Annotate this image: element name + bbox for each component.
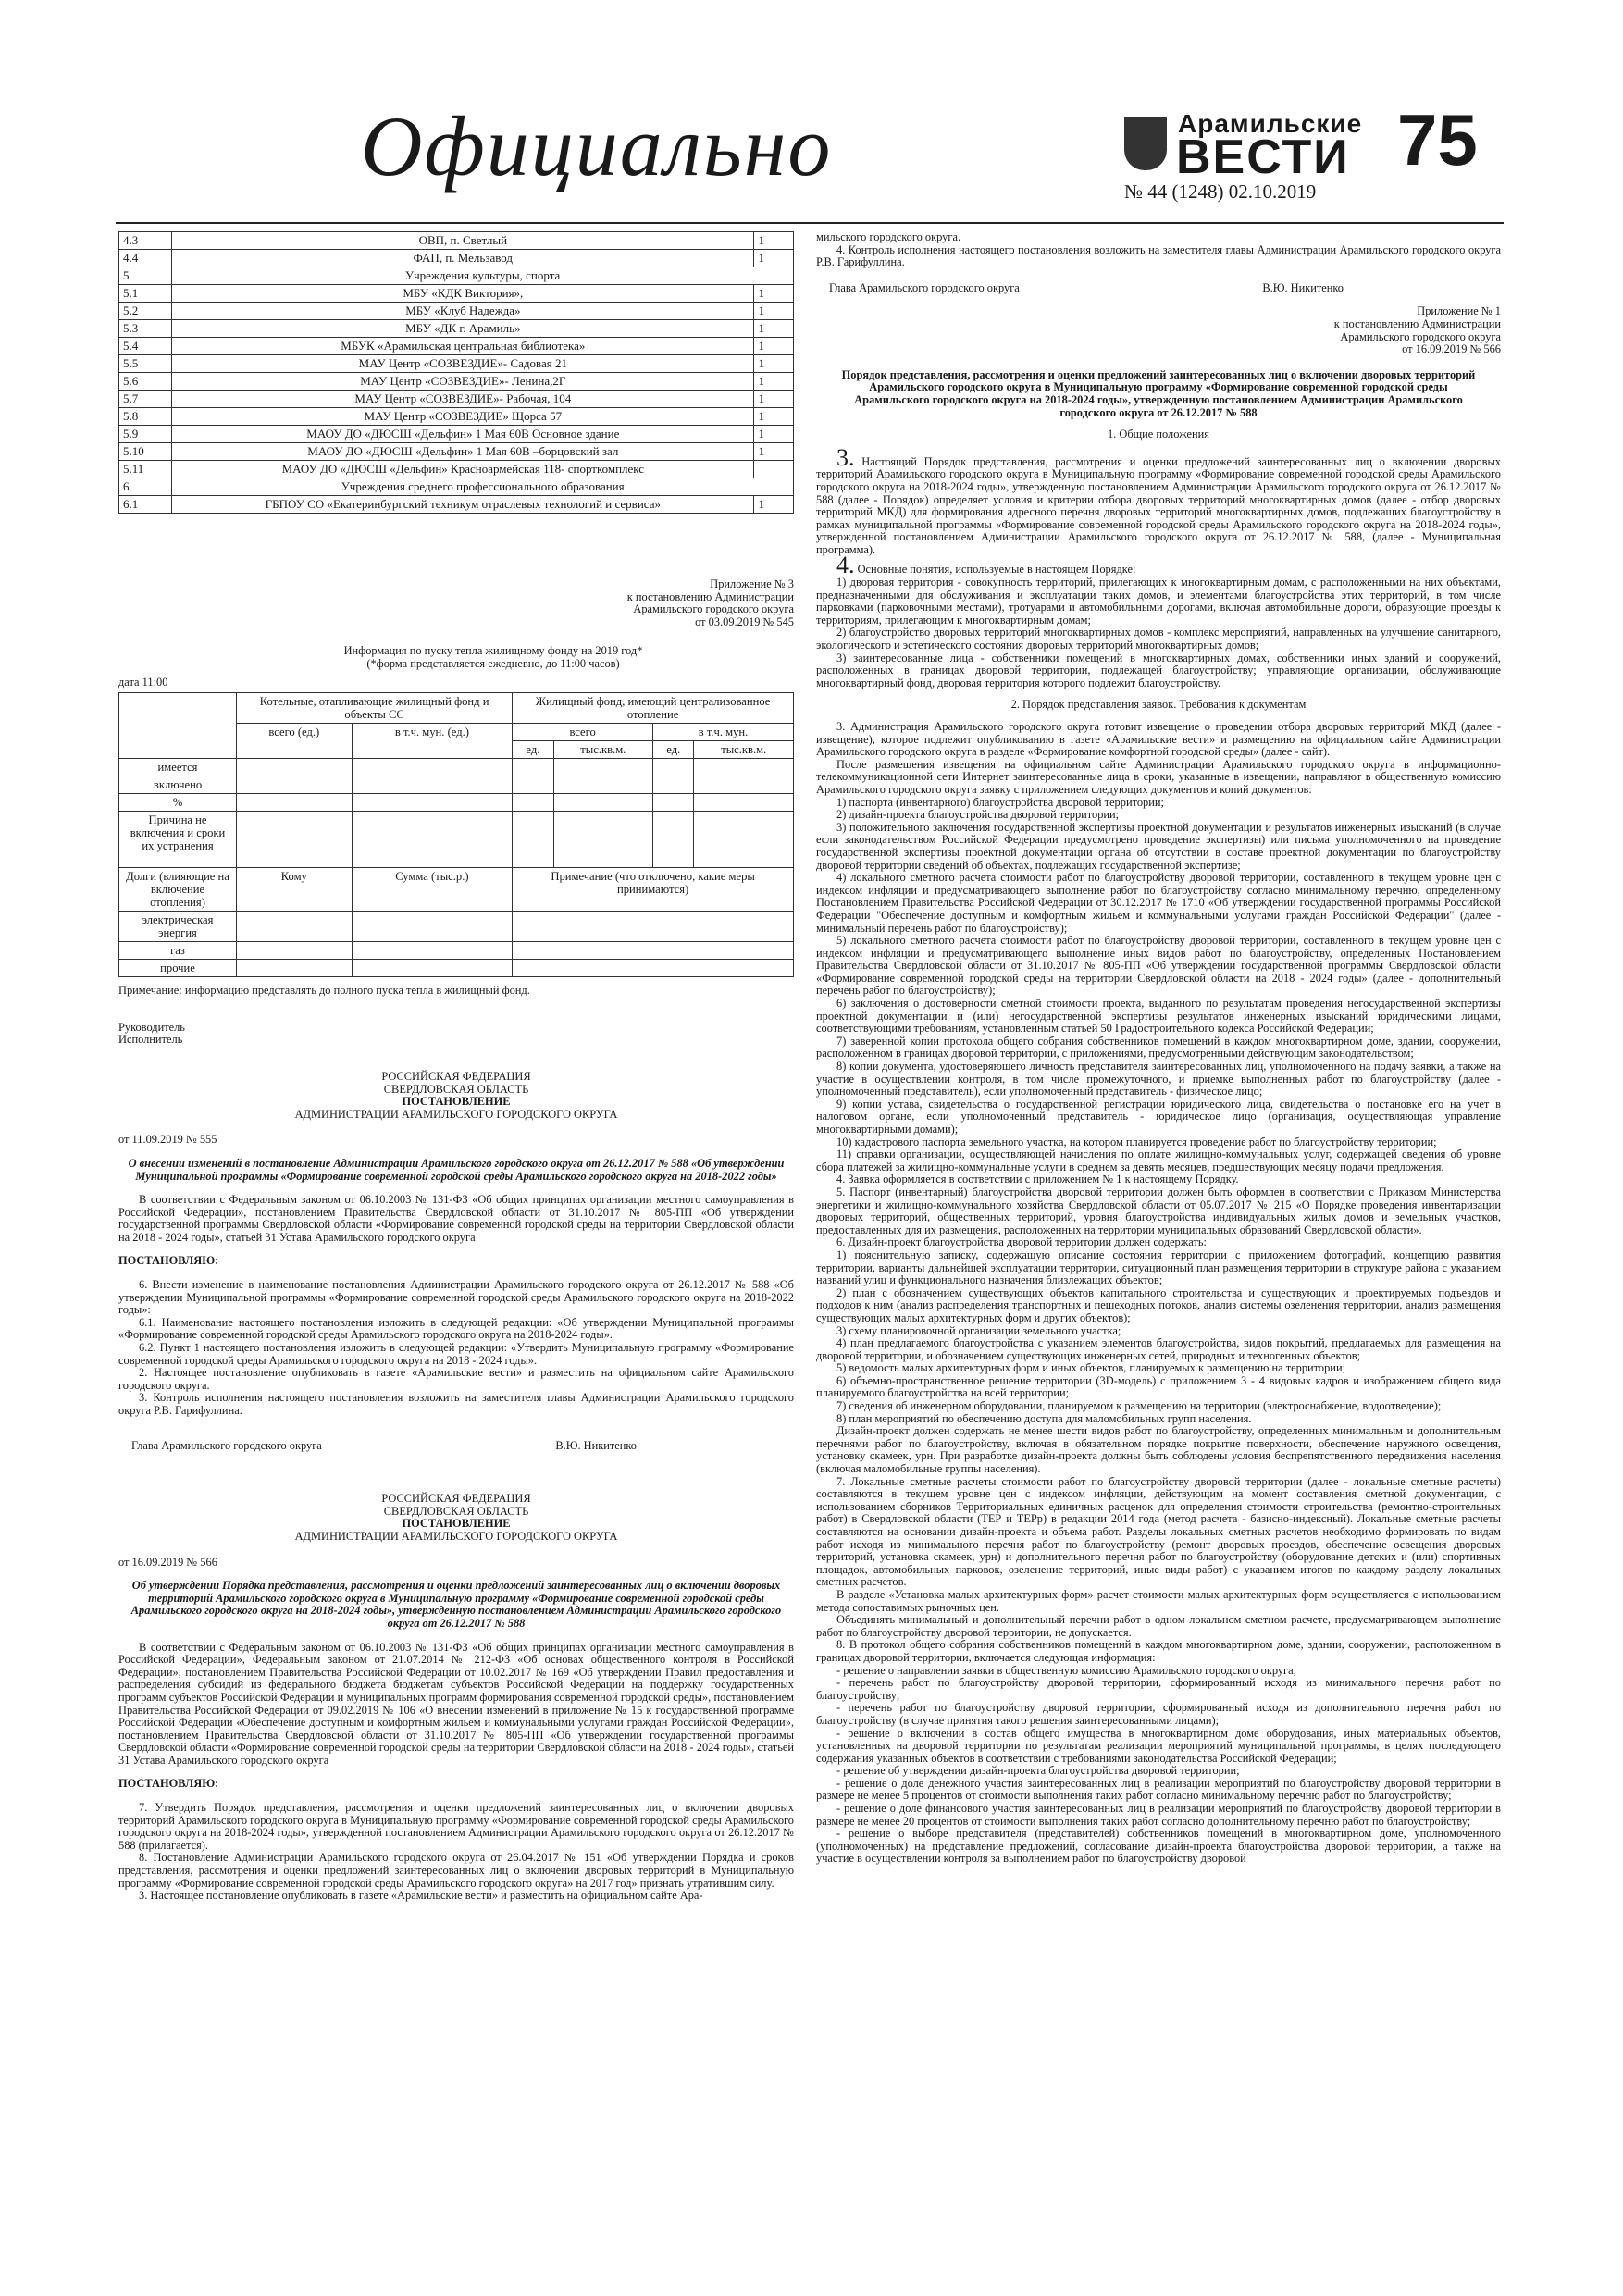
- header-line: СВЕРДЛОВСКАЯ ОБЛАСТЬ: [383, 1082, 529, 1096]
- logo-main-text: ВЕСТИ: [1176, 130, 1350, 184]
- section-title: Официально: [361, 99, 833, 193]
- signature-name: В.Ю. Никитенко: [1262, 280, 1344, 294]
- decree-item: 6.1. Наименование настоящего постановления изложить в следующей редакции: «Об утверждении Муниципальной программы «Формирование современной городской среды Арамильского городского округа на 2018-2024 годы».: [118, 1315, 794, 1342]
- row-number: 5.10: [119, 443, 172, 461]
- institution-count: [754, 461, 794, 478]
- row-number: 6.1: [119, 496, 172, 514]
- institution-count: 1: [754, 496, 794, 514]
- signature-head: Руководитель: [118, 1020, 185, 1034]
- appendix-1-block: [816, 305, 1501, 355]
- decree-item: 2. Настоящее постановление опубликовать в газете «Арамильские вести» и разместить на официальном сайте Арамильского городского округа.: [118, 1366, 794, 1392]
- header-line: ПОСТАНОВЛЕНИЕ: [402, 1517, 511, 1531]
- institution-count: 1: [754, 355, 794, 373]
- order-paragraph: 2) план с обозначением существующих объектов капитального строительства и существующих и проектируемых подъездов и подходов к ним (анализ распределения транспортных и пешеходных потоков, анализ системы озеленения территории, анализ размещения существующих малых архитектурных форм и других объектов);: [816, 1285, 1501, 1324]
- row-number: 5.2: [119, 303, 172, 320]
- order-paragraph: 5) ведомость малых архитектурных форм и иных объектов, планируемых к размещению на территории;: [836, 1361, 1346, 1375]
- order-paragraph: 6. Дизайн-проект благоустройства дворовой территории должен содержать:: [836, 1235, 1207, 1249]
- definition-item: 3) заинтересованные лица - собственники помещений в многоквартирных домах, собственники иных зданий и сооружений, расположенных в границах дворовой территории, подлежащей благоустройству; управляющие организации, обслуживающие многоквартирный фонд, дворовая территория которого подлежит благоустройству.: [816, 651, 1501, 689]
- definition-item: 1) дворовая территория - совокупность территорий, прилегающих к многоквартирным домам, с расположенными на них объектами, предназначенными для обслуживания и эксплуатации таких домов, и элементами благоустройства этих территорий, в том числе парковками (парковочными местами), тротуарами и автомобильными дорогами, включая автомобильные дороги, образующие проезды к территориям, прилегающим к многоквартирным домам;: [816, 576, 1501, 627]
- order-paragraph: В разделе «Установка малых архитектурных форм» расчет стоимости малых архитектурных форм осуществляется с использованием метода сопоставимых рыночных цен.: [816, 1587, 1501, 1614]
- order-paragraph: 8) план мероприятий по обеспечению доступа для маломобильных групп населения.: [836, 1411, 1252, 1425]
- order-paragraph: 1) пояснительную записку, содержащую описание состояния территории с приложением фотографий, концепцию развития территории, варианты дальнейшей эксплуатации территории, ситуационный план размещения территории в структуре района с указанием названий улиц и функционального назначения близлежащих объектов;: [816, 1247, 1501, 1287]
- table-row: [119, 478, 794, 496]
- institution-count: 1: [754, 320, 794, 338]
- continued-text: 4. Контроль исполнения настоящего постановления возложить на заместителя главы Администрации Арамильского городского округа Р.В. Гарифуллина.: [816, 242, 1501, 269]
- order-paragraph: - решение об утверждении дизайн-проекта благоустройства дворовой территории;: [836, 1764, 1240, 1778]
- appendix-line: Приложение № 3: [710, 577, 794, 590]
- decree-title: Об утверждении Порядка представления, рассмотрения и оценки предложений заинтересованных лиц о включении дворовых территорий Арамильского городского округа в Муниципальную программу «Формирование современной городской среды Арамильского городского округа на 2018-2024 годы», утвержденную постановлением Администрации Арамильского городского округа от 26.12.2017 № 588: [130, 1579, 782, 1630]
- decree-item: 8. Постановление Администрации Арамильского городского округа от 26.04.2017 № 151 «Об утверждении Порядка и сроков представления, рассмотрения и оценки предложений заинтересованных лиц о включении дворовых территорий в Муниципальную программу «Формирование современной городской среды Арамильского городского округа» на 2017 год» признать утратившим силу.: [118, 1851, 794, 1890]
- appendix-line: к постановлению Администрации: [626, 590, 794, 603]
- left-column: [118, 231, 794, 1903]
- decree-resolve: ПОСТАНОВЛЯЮ:: [118, 1254, 219, 1268]
- info-subtitle: (*форма представляется ежедневно, до 11:00 часов): [366, 656, 620, 670]
- institution-count: 1: [754, 250, 794, 267]
- row-label: включено: [119, 776, 237, 794]
- signature-row: [118, 1440, 794, 1453]
- institution-count: 1: [754, 285, 794, 303]
- institution-count: 1: [754, 426, 794, 443]
- appendix-line: от 03.09.2019 № 545: [695, 614, 794, 628]
- decree-item: 3. Контроль исполнения настоящего постановления возложить на заместителя главы Администрации Арамильского городского округа Р.В. Гарифуллина.: [118, 1391, 794, 1417]
- institution-name: МАУ Центр «СОЗВЕЗДИЕ»- Ленина,2Г: [172, 373, 754, 391]
- issue-info: № 44 (1248) 02.10.2019: [1124, 180, 1317, 203]
- table-row: [119, 320, 794, 338]
- appendix-line: Арамильского городского округа: [633, 602, 794, 616]
- header-line: РОССИЙСКАЯ ФЕДЕРАЦИЯ: [381, 1069, 531, 1083]
- coat-of-arms-icon: [1124, 117, 1167, 170]
- institution-name: МБУК «Арамильская центральная библиотека»: [172, 338, 754, 355]
- row-number: 5.8: [119, 408, 172, 426]
- order-paragraph: 6) объемно-пространственное решение территории (3D-модель) с приложением 3 - 4 видовых кадров и изображением общего вида планируемого благоустройства на всей территории;: [816, 1373, 1501, 1400]
- header-line: ПОСТАНОВЛЕНИЕ: [402, 1095, 511, 1109]
- row-label: прочие: [119, 960, 237, 977]
- info-title: Информация по пуску тепла жилищному фонду на 2019 год*: [343, 644, 643, 658]
- institution-count: 1: [754, 408, 794, 426]
- institution-name: МАУ Центр «СОЗВЕЗДИЕ» Щорса 57: [172, 408, 754, 426]
- institution-name: ФАП, п. Мельзавод: [172, 250, 754, 267]
- signature-title: Глава Арамильского городского округа: [131, 1438, 322, 1452]
- appendix-line: от 16.09.2019 № 566: [1402, 342, 1501, 356]
- group-heading: Учреждения среднего профессионального образования: [172, 478, 794, 496]
- order-paragraph: - решение о выборе представителя (представителей) собственников помещений в многоквартирном доме, уполномоченного (уполномоченных) на представление предложений, согласование дизайн-проекта благоустройства дворовой территории, а также на участие в осуществлении контроля за выполнением работ по благоустройству дворовой: [816, 1827, 1501, 1866]
- row-label: Долги (влияющие на включение отопления): [119, 868, 237, 912]
- col-ed: ед.: [513, 741, 553, 759]
- row-number: 5.7: [119, 391, 172, 408]
- row-label: Причина не включения и сроки их устранения: [119, 812, 237, 868]
- institution-name: МБУ «ДК г. Арамиль»: [172, 320, 754, 338]
- decree-555-header: [118, 1071, 794, 1121]
- newspaper-logo: [1124, 109, 1363, 184]
- col-mun: в т.ч. мун.: [653, 724, 794, 741]
- order-paragraph: 3. Администрация Арамильского городского округа готовит извещение о проведении отбора дворовых территорий МКД (далее - извещение), которое подлежит опубликованию в газете «Арамильские вести» и размещению на официальном сайте Администрации Арамильского городского округа в разделе «Формирование комфортной городской среды» (далее - сайт).: [816, 720, 1501, 759]
- header-line: АДМИНИСТРАЦИИ АРАМИЛЬСКОГО ГОРОДСКОГО ОКРУГА: [294, 1107, 618, 1121]
- institution-name: МАОУ ДО «ДЮСШ «Дельфин» Красноармейская 118- спорткомплекс: [172, 461, 754, 478]
- debt-sum: Сумма (тыс.р.): [352, 868, 513, 912]
- paragraph-text: Основные понятия, используемые в настоящем Порядке:: [857, 563, 1136, 577]
- order-paragraph: 11) справки организации, осуществляющей начисления по оплате жилищно-коммунальных услуг, содержащей сведения об уровне сбора платежей за жилищно-коммунальные услуги в среднем за девять месяцев, предшествующих месяцу подачи предложения.: [816, 1148, 1501, 1173]
- row-label: газ: [119, 942, 237, 960]
- row-number: 6: [119, 478, 172, 496]
- table-row: [119, 408, 794, 426]
- institution-name: МБУ «КДК Виктория»,: [172, 285, 754, 303]
- col-total: всего: [513, 724, 653, 741]
- table-row: [119, 496, 794, 514]
- row-number: 4.4: [119, 250, 172, 267]
- order-paragraph: После размещения извещения на официальном сайте Администрации Арамильского городского округа в информационно-телекоммуникационной сети Интернет заинтересованные лица в сроки, указанные в извещении, направляют в общественную комиссию Арамильского городского округа заявку с приложением следующих документов и копий документов:: [816, 757, 1501, 796]
- row-number: 5.3: [119, 320, 172, 338]
- continued-text: мильского городского округа.: [816, 230, 961, 243]
- order-paragraph: 5) локального сметного расчета стоимости работ по благоустройству дворовой территории, составленного в текущем уровне цен с индексом инфляции и предусматривающего выполнение иных видов работ по благоустройству, определенных Постановлением Правительства Свердловской области от 31.10.2017 № 805-ПП «Об утверждении государственной программы Свердловской области «Формирование современной городской среды на территории Свердловской области на 2018 - 2024 годы» (далее - дополнительный перечень работ по благоустройству);: [816, 934, 1501, 998]
- col-sqm: тыс.кв.м.: [694, 741, 794, 759]
- header-rule: [116, 222, 1504, 224]
- institution-count: 1: [754, 303, 794, 320]
- corner-cell: [119, 693, 237, 759]
- date-label: дата 11:00: [118, 675, 168, 689]
- section-heading: 2. Порядок представления заявок. Требования к документам: [1010, 698, 1307, 712]
- institution-count: 1: [754, 232, 794, 250]
- order-paragraph: 10) кадастрового паспорта земельного участка, на котором планируется проведение работ по благоустройству территории;: [836, 1135, 1437, 1148]
- col-total-units: всего (ед.): [237, 724, 353, 759]
- order-paragraph: 7) сведения об инженерном оборудовании, планируемом к размещению на территории (электроснабжение, водоотведение);: [836, 1399, 1442, 1413]
- order-paragraph: - перечень работ по благоустройству дворовой территории, сформированный исходя из минимального перечня работ по благоустройству;: [816, 1676, 1501, 1702]
- appendix-line: к постановлению Администрации: [1333, 316, 1501, 330]
- order-paragraph: - перечень работ по благоустройству дворовой территории, сформированный исходя из дополнительного перечня работ по благоустройству (в случае принятия такого решения заинтересованными лицами);: [816, 1701, 1501, 1727]
- col-mun-units: в т.ч. мун. (ед.): [352, 724, 513, 759]
- row-number: 5.11: [119, 461, 172, 478]
- order-paragraph: - решение о доле финансового участия заинтересованных лиц в реализации мероприятий по благоустройству дворовой территории в размере не менее 20 процентов от стоимости выполнения таких работ согласно дополнительному перечню работ по благоустройству;: [816, 1802, 1501, 1828]
- table-row: [119, 232, 794, 250]
- order-paragraph: 4) локального сметного расчета стоимости работ по благоустройству дворовой территории, составленного в текущем уровне цен с индексом инфляции и предусматривающего выполнение работ по благоустройству согласно минимальному перечню, определенному Постановлением Правительства Российской Федерации от 30.12.2017 № 1710 «Об утверждении государственной программы Российской Федерации "Обеспечение доступным и комфортным жильем и коммунальными услугами граждан Российской Федерации" (далее - минимальный перечень работ по благоустройству);: [816, 871, 1501, 935]
- signature-row: [816, 282, 1501, 295]
- paragraph-number: 3.: [836, 443, 855, 471]
- header-line: РОССИЙСКАЯ ФЕДЕРАЦИЯ: [381, 1492, 531, 1506]
- institution-name: МАОУ ДО «ДЮСШ «Дельфин» 1 Мая 60В Основное здание: [172, 426, 754, 443]
- order-paragraph: 9) копии устава, свидетельства о государственной регистрации юридического лица, свидетельства о постановке его на учет в налоговом органе, если уполномоченный представитель - юридическое лицо (организация, осуществляющая управление многоквартирными домами);: [816, 1097, 1501, 1136]
- order-paragraph: Объединять минимальный и дополнительный перечни работ в одном локальном сметном расчете, предусматривающем выполнение работ по благоустройству дворовой территории, не допускается.: [816, 1613, 1501, 1639]
- debt-whom: Кому: [237, 868, 353, 912]
- table-row: [119, 426, 794, 443]
- appendix-line: Приложение № 1: [1417, 304, 1501, 318]
- table-row: [119, 338, 794, 355]
- col-sqm: тыс.кв.м.: [553, 741, 652, 759]
- institution-count: 1: [754, 338, 794, 355]
- appendix-3-block: [118, 578, 794, 628]
- row-number: 5.5: [119, 355, 172, 373]
- right-column: [816, 231, 1501, 1866]
- paragraph-text: Настоящий Порядок представления, рассмотрения и оценки предложений заинтересованных лиц о включении дворовых территорий Арамильского городского округа в Муниципальную программу «Формирование современной городской среды Арамильского городского округа на 2018-2024 годы», утвержденную постановлением Администрации Арамильского городского округа от 26.12.2017 № 588 (далее - Порядок) определяет условия и критерии отбора дворовых территорий многоквартирных домов (далее - отбор дворовых территорий МКД) для формирования адресного перечня дворовых территорий многоквартирных домов, подлежащих благоустройству в рамках муниципальной программы «Формирование современной городской среды Арамильского городского округа на 2018-2024 годы», утвержденной постановлением Администрации Арамильского городского округа от 26.12.2017 № 588, (далее - Муниципальная программа).: [816, 454, 1501, 556]
- table-row: [119, 303, 794, 320]
- decree-date: от 11.09.2019 № 555: [118, 1133, 217, 1147]
- group-heading: Учреждения культуры, спорта: [172, 267, 794, 285]
- signature-name: В.Ю. Никитенко: [555, 1438, 637, 1452]
- header-line: СВЕРДЛОВСКАЯ ОБЛАСТЬ: [383, 1504, 529, 1518]
- order-paragraphs: [816, 721, 1501, 1866]
- row-number: 4.3: [119, 232, 172, 250]
- table-row: [119, 267, 794, 285]
- decree-item: 3. Настоящее постановление опубликовать в газете «Арамильские вести» и разместить на официальном сайте Ара-: [139, 1889, 703, 1903]
- order-paragraph: 5. Паспорт (инвентарный) благоустройства дворовой территории должен быть оформлен в соответствии с Приказом Министерства энергетики и жилищно-коммунального хозяйства Свердловской области от 05.07.2017 № 215 «О Порядке проведения инвентаризации дворовых территорий, общественных территорий, уровня благоустройства индивидуальных жилых домов и земельных участков, предоставленных для их размещения, расположенных на территории муниципальных образований Свердловской области».: [816, 1185, 1501, 1236]
- institution-name: ОВП, п. Светлый: [172, 232, 754, 250]
- row-label: %: [119, 794, 237, 812]
- table-row: [119, 373, 794, 391]
- decree-item: 7. Утвердить Порядок представления, рассмотрения и оценки предложений заинтересованных лиц о включении дворовых территорий Арамильского городского округа в Муниципальную программу «Формирование современной городской среды Арамильского городского округа на 2018-2024 годы», утвержденной постановлением Администрации Арамильского городского округа от 26.12.2017 № 588 (прилагается).: [118, 1801, 794, 1852]
- page-number: 75: [1397, 99, 1478, 180]
- signature-executor: Исполнитель: [118, 1033, 183, 1047]
- col-boilers: Котельные, отапливающие жилищный фонд и объекты СС: [237, 693, 513, 724]
- row-number: 5: [119, 267, 172, 285]
- order-paragraph: 8. В протокол общего собрания собственников помещений в каждом многоквартирном доме, здании, сооружении, расположенном в границах дворовой территории, включается следующая информация:: [816, 1638, 1501, 1664]
- table-row: [119, 250, 794, 267]
- order-paragraph: 7) заверенной копии протокола общего собрания собственников помещений в каждом многоквартирном доме, здании, сооружении, расположенном в границах дворовой территории, с приложениями, предусмотренными действующим законодательством;: [816, 1034, 1501, 1061]
- row-number: 5.9: [119, 426, 172, 443]
- institution-count: 1: [754, 391, 794, 408]
- institution-count: 1: [754, 443, 794, 461]
- row-number: 5.6: [119, 373, 172, 391]
- order-paragraph: 1) паспорта (инвентарного) благоустройства дворовой территории;: [836, 795, 1164, 809]
- decree-item: 6. Внести изменение в наименование постановления Администрации Арамильского городского округа от 26.12.2017 № 588 «Об утверждении Муниципальной программы «Формирование современной городской среды Арамильского городского округа на 2018-2022 годы»:: [118, 1278, 794, 1317]
- definition-item: 2) благоустройство дворовых территорий многоквартирных домов - комплекс мероприятий, направленных на улучшение санитарного, экологического и эстетического состояния дворовых территорий многоквартирных домов;: [816, 626, 1501, 652]
- col-housing: Жилищный фонд, имеющий централизованное отопление: [513, 693, 794, 724]
- order-paragraph: 2) дизайн-проекта благоустройства дворовой территории;: [836, 808, 1120, 822]
- order-paragraph: 3) схему планировочной организации земельного участка;: [836, 1323, 1121, 1337]
- table-row: [119, 443, 794, 461]
- col-ed: ед.: [653, 741, 694, 759]
- order-paragraph: - решение о доле денежного участия заинтересованных лиц в реализации мероприятий по благоустройству дворовой территории в размере не менее 5 процентов от стоимости выполнения таких работ согласно минимальному перечню работ по благоустройству;: [816, 1776, 1501, 1803]
- order-paragraph: 4. Заявка оформляется в соответствии с приложением № 1 к настоящему Порядку.: [836, 1173, 1239, 1186]
- header-line: АДМИНИСТРАЦИИ АРАМИЛЬСКОГО ГОРОДСКОГО ОКРУГА: [294, 1529, 618, 1543]
- institution-count: 1: [754, 373, 794, 391]
- table-row: [119, 355, 794, 373]
- institution-name: МАУ Центр «СОЗВЕЗДИЕ»- Садовая 21: [172, 355, 754, 373]
- institution-name: МАОУ ДО «ДЮСШ «Дельфин» 1 Мая 60В –борцовский зал: [172, 443, 754, 461]
- order-paragraph: - решение о включении в состав общего имущества в многоквартирном доме оборудования, иных материальных объектов, установленных на дворовой территории по результатам реализации мероприятий муниципальной программы, в целях последующего содержания указанных объектов в соответствии с требованиями законодательства Российской Федерации;: [816, 1726, 1501, 1765]
- decree-date: от 16.09.2019 № 566: [118, 1555, 217, 1569]
- institution-name: МАУ Центр «СОЗВЕЗДИЕ»- Рабочая, 104: [172, 391, 754, 408]
- order-paragraph: - решение о направлении заявки в общественную комиссию Арамильского городского округа;: [836, 1663, 1297, 1677]
- row-label: имеется: [119, 759, 237, 776]
- logo-top-text: Арамильские: [1178, 109, 1363, 138]
- section-heading: 1. Общие положения: [1107, 428, 1209, 441]
- table-note: Примечание: информацию представлять до полного пуска тепла в жилищный фонд.: [118, 984, 530, 998]
- order-paragraph: 8) копии документа, удостоверяющего личность представителя заинтересованных лиц, уполномоченного на подачу заявки, а также на участие в осуществлении контроля, в том числе промежуточного, и приемке выполненных работ по благоустройству (далее - уполномоченный представитель), если уполномоченный представитель - физическое лицо;: [816, 1060, 1501, 1098]
- order-paragraph: 4) план предлагаемого благоустройства с указанием элементов благоустройства, видов покрытий, предлагаемых для размещения на дворовой территории, и обозначением существующих инженерных сетей, природных и техногенных объектов;: [816, 1336, 1501, 1362]
- order-title: Порядок представления, рассмотрения и оценки предложений заинтересованных лиц о включении дворовых территорий Арамильского городского округа в Муниципальную программу «Формирование современной городской среды Арамильского городского округа на 2018-2024 годы», утвержденную постановлением Администрации Арамильского городского округа от 26.12.2017 № 588: [841, 367, 1476, 419]
- table-row: [119, 285, 794, 303]
- decree-preamble: В соответствии с Федеральным законом от 06.10.2003 № 131-ФЗ «Об общих принципах организации местного самоуправления в Российской Федерации», Федеральным законом от 21.07.2014 № 212-ФЗ «Об основах общественного контроля в Российской Федерации», постановлением Правительства Российской Федерации от 10.02.2017 № 169 «Об утверждении Правил предоставления и распределения субсидий из федерального бюджета бюджетам субъектов Российской Федерации на поддержку государственных программ субъектов Российской Федерации и муниципальных программ формирования современной городской среды», постановлением Правительства Российской Федерации от 09.02.2019 № 106 «О внесении изменений в приложение № 15 к государственной программе Российской Федерации «Обеспечение доступным и комфортным жильем и коммунальными услугами граждан Российской Федерации», постановлением Правительства Свердловской области от 31.10.2017 № 805-ПП «Об утверждении государственной программы Свердловской области «Формирование современной городской среды на территории Свердловской области на 2018 - 2024 годы», статьей 31 Устава Арамильского городского округа: [118, 1640, 794, 1767]
- row-number: 5.4: [119, 338, 172, 355]
- decree-566-header: [118, 1493, 794, 1543]
- row-number: 5.1: [119, 285, 172, 303]
- signature-title: Глава Арамильского городского округа: [829, 280, 1020, 294]
- debt-note: Примечание (что отключено, какие меры принимаются): [513, 868, 794, 912]
- heating-table: [118, 692, 794, 977]
- decree-item: 6.2. Пункт 1 настоящего постановления изложить в следующей редакции: «Утвердить Муниципальную программу «Формирование современной городской среды Арамильского городского округа на 2018 - 2024 годы».: [118, 1341, 794, 1367]
- row-label: электрическая энергия: [119, 912, 237, 942]
- decree-resolve: ПОСТАНОВЛЯЮ:: [118, 1777, 219, 1791]
- appendix-line: Арамильского городского округа: [1340, 329, 1501, 343]
- paragraph-number: 4.: [836, 552, 855, 579]
- decree-preamble: В соответствии с Федеральным законом от 06.10.2003 № 131-ФЗ «Об общих принципах организации местного самоуправления в Российской Федерации», постановлением Правительства Свердловской области от 31.10.2017 № 805-ПП «Об утверждении государственной программы Свердловской области «Формирование современной городской среды на территории Свердловской области на 2018 - 2024 годы», статьей 31 Устава Арамильского городского округа: [118, 1193, 794, 1244]
- table-row: [119, 391, 794, 408]
- institution-name: ГБПОУ СО «Екатеринбургский техникум отраслевых технологий и сервиса»: [172, 496, 754, 514]
- order-paragraph: Дизайн-проект должен содержать не менее шести видов работ по благоустройству, определенных минимальным и дополнительным перечнями работ по благоустройству, включая в обязательном порядке покрытие поверхности, обеспечение наружного освещения, установку скамеек, урн. При разработке дизайн-проекта должны быть соблюдены условия беспрепятственного передвижения населения (включая маломобильные группы населения).: [816, 1424, 1501, 1476]
- table-row: [119, 461, 794, 478]
- institution-name: МБУ «Клуб Надежда»: [172, 303, 754, 320]
- order-paragraph: 7. Локальные сметные расчеты стоимости работ по благоустройству дворовой территории (далее - локальные сметные расчеты) составляются в текущем уровне цен с индексом инфляции, действующим на момент составления сметной документации, с использованием сборников Территориальных единичных расценок для определения стоимости строительства (ремонтно-строительных работ) в Свердловской области (ТЕР и ТЕРр) в редакции 2014 года (метод расчета - базисно-индексный). Локальные сметные расчеты составляются на основании дизайн-проекта и объема работ. Разделы локальных сметных расчетов необходимо формировать по видам работ исходя из минимального перечня работ по благоустройству (ремонт дворовых проездов, обеспечение освещения дворовых территорий, установка скамеек, урн) и дополнительного перечня работ по благоустройству (оборудование детских и (или) спортивных площадок, автомобильных парковок, озеленение территорий, иные виды работ) с указанием итогов по каждому разделу локальных сметных расчетов.: [816, 1474, 1501, 1589]
- institutions-table: [118, 231, 794, 514]
- decree-title: О внесении изменений в постановление Администрации Арамильского городского округа от 26.12.2017 № 588 «Об утверждении Муниципальной программы «Формирование современной городской среды Арамильского городского округа на 2018-2022 годы»: [128, 1156, 785, 1183]
- order-paragraph: 6) заключения о достоверности сметной стоимости проекта, выданного по результатам проведения негосударственной экспертизы проектной документации и (или) негосударственной экспертизы результатов инженерных изысканий юридическими лицами, соответствующими требованиям, установленным статьей 50 Градостроительного кодекса Российской Федерации;: [816, 997, 1501, 1036]
- order-paragraph: 3) положительного заключения государственной экспертизы проектной документации и результатов инженерных изысканий (в случае если законодательством Российской Федерации предусмотрено проведение экспертизы) или письма уполномоченного на проведение государственной экспертизы проектной документации органа об отсутствии в составе проектной документации по благоустройству дворовой территории сведений об объектах, подлежащих государственной экспертизе;: [816, 820, 1501, 872]
